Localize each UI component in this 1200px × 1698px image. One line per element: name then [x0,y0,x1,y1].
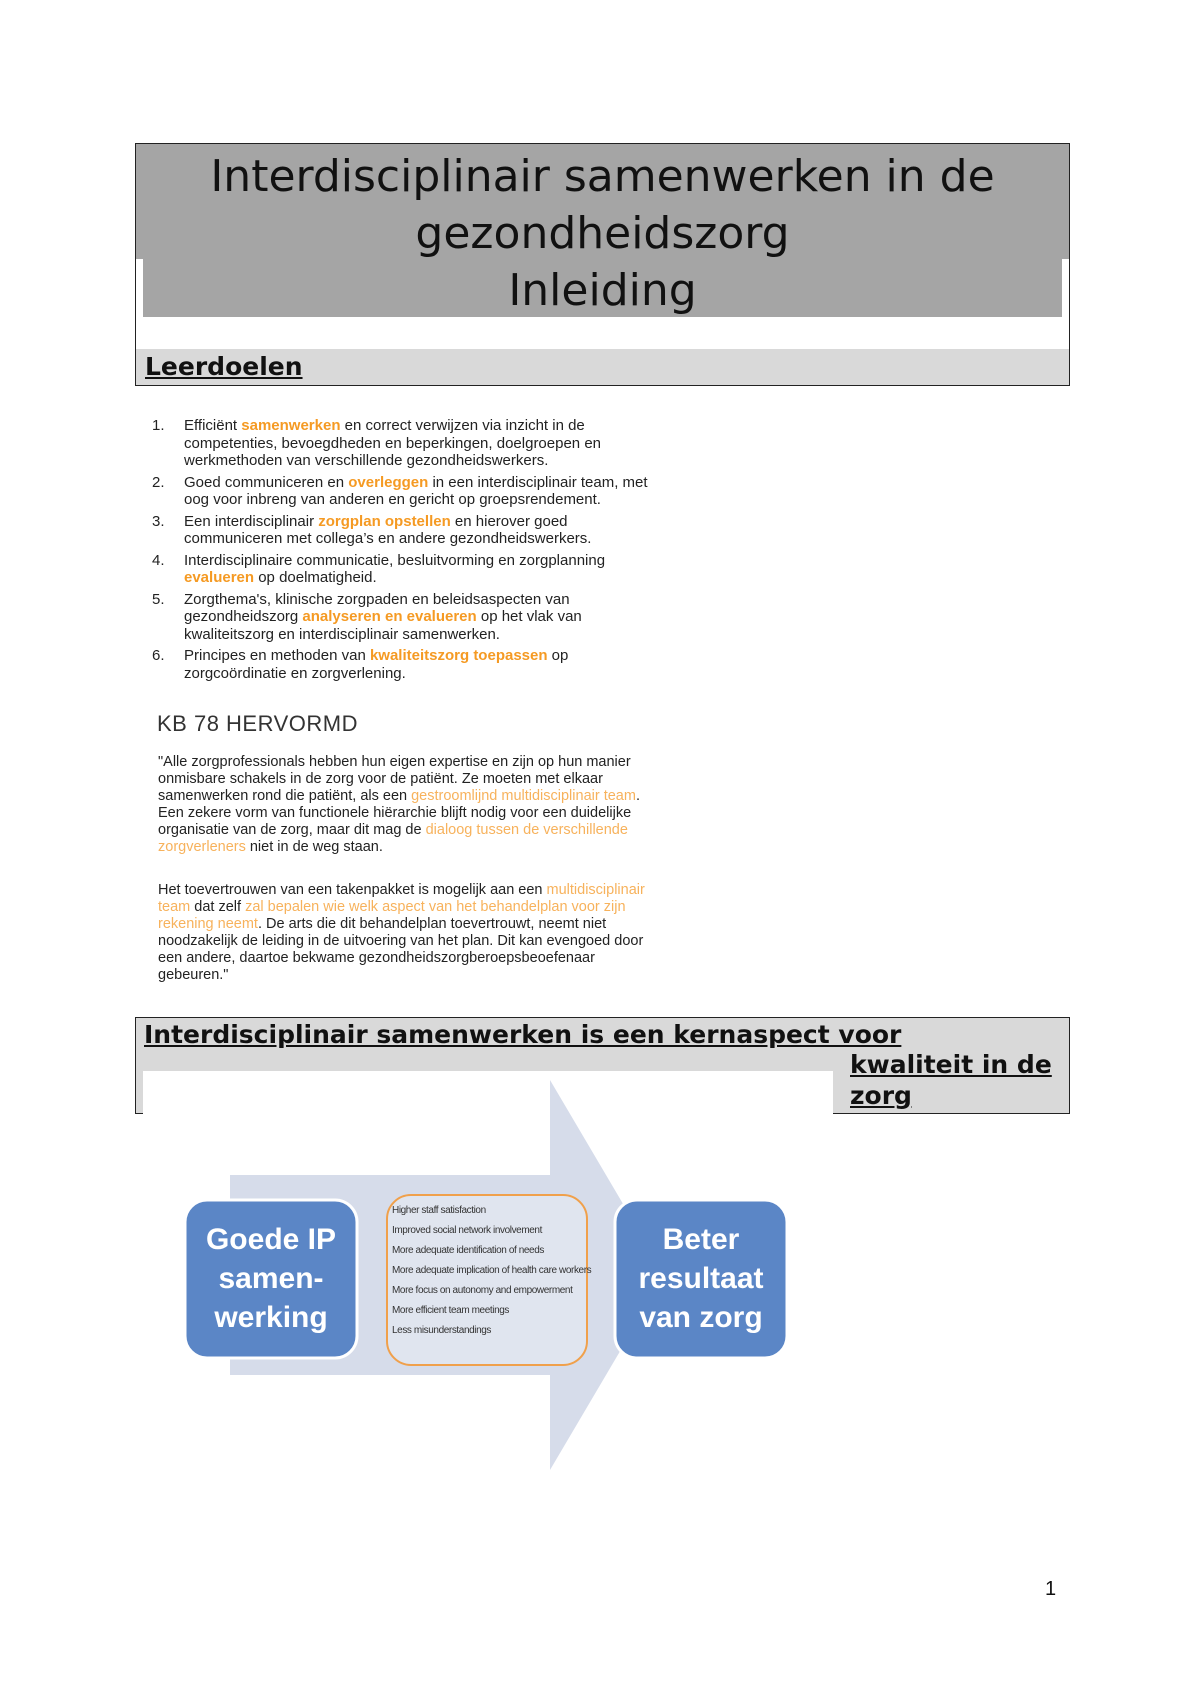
list-item [150,474,670,509]
list-item: More focus on autonomy and empowerment [392,1285,573,1296]
list-number: 4. [152,551,165,569]
list-item [150,591,670,644]
goal-text: Zorgthema's, klinische zorgpaden en beleidsaspecten van gezondheidszorg [184,590,570,625]
quote-highlight: multidisciplinair team [158,882,645,915]
list-item: Improved social network involvement [392,1225,542,1236]
left-box-line: Goede IP [205,1223,337,1256]
kernaspect-heading-line-1: Interdisciplinair samenwerken is een kernaspect voor [144,1020,902,1049]
kernaspect-heading-line-2: kwaliteit in de zorg [850,1050,1052,1110]
right-box-line: resultaat [638,1262,764,1295]
left-box-label [185,1220,357,1337]
list-number: 5. [152,590,165,608]
goal-text: Efficiënt [184,417,242,434]
list-item [150,552,670,587]
title-line-1: Interdisciplinair samenwerken in de [210,151,995,202]
list-item: Higher staff satisfaction [392,1205,486,1216]
goal-text: Goed communiceren en [184,473,349,491]
learning-goals-list [150,417,670,686]
title-line-2: gezondheidszorg [415,208,790,259]
list-item: More efficient team meetings [392,1305,510,1316]
quote-text: "Alle zorgprofessionals hebben hun eigen expertise en zijn op hun manier onmisbare schakels in de zorg voor de patiënt. Ze moeten met elkaar samenwerken rond die patiënt, als een [158,754,631,804]
list-item: Less misunderstandings [392,1325,492,1336]
goal-highlight: kwaliteitszorg toepassen [369,647,548,664]
list-item [150,417,670,470]
leerdoelen-heading: Leerdoelen [145,352,303,381]
ip-collaboration-diagram [180,1075,800,1475]
middle-outcomes-list [392,1201,592,1341]
goal-highlight: overleggen [348,473,429,491]
list-item: More adequate identification of needs [392,1245,544,1256]
quote-text: niet in de weg staan. [245,839,383,855]
goal-text: op het vlak van kwaliteitszorg en interdisciplinair samenwerken. [184,608,582,643]
goal-text: op doelmatigheid. [254,569,377,586]
goal-highlight: analyseren en evalueren [302,608,477,625]
quote-highlight: dialoog tussen de verschillende zorgverleners [158,822,628,855]
goal-text: op zorgcoördinatie en zorgverlening. [184,647,569,682]
quote-highlight: gestroomlijnd multidisciplinair team [411,788,636,804]
goal-highlight: evalueren [184,569,255,586]
goal-highlight: samenwerken [241,417,341,434]
page-title [136,148,1069,319]
list-item [150,647,670,682]
title-line-3: Inleiding [508,265,697,316]
goal-text: Principes en methoden van [184,647,370,664]
list-item: More adequate implication of health care workers [392,1265,592,1276]
right-box-line: van zorg [639,1301,763,1334]
goal-highlight: zorgplan opstellen [318,512,451,530]
left-box-line: werking [214,1301,328,1334]
kb-quote-paragraph-2 [158,882,658,984]
quote-text: dat zelf [190,899,246,915]
list-item [150,513,670,548]
list-number: 6. [152,647,165,664]
goal-text: en correct verwijzen via inzicht in de competenties, bevoegdheden en beperkingen, doelgroepen en werkmethoden van verschillende gezondheidswerkers. [184,417,601,469]
page-number: 1 [1045,1578,1057,1600]
quote-text: . De arts die dit behandelplan toevertrouwt, neemt niet noodzakelijk de leiding in de uitvoering van het plan. Dit kan evengoed door een andere, daartoe bekwame gezondheidszorgberoepsbeoefenaar gebeuren." [158,916,644,983]
quote-text: . Een zekere vorm van functionele hiërarchie blijft nodig voor een duidelijke organisatie van de zorg, maar dit mag de [158,788,640,838]
kb-title: KB 78 HERVORMD [157,711,358,736]
goal-text: in een interdisciplinair team, met oog voor inbreng van anderen en gericht op groepsrendement. [184,473,648,508]
quote-highlight: zal bepalen wie welk aspect van het behandelplan voor zijn rekening neemt [158,899,626,932]
list-number: 2. [152,473,165,491]
goal-text: Interdisciplinaire communicatie, besluitvorming en zorgplanning [184,551,606,569]
left-box-line: samen- [218,1262,324,1295]
quote-text: Het toevertrouwen van een takenpakket is mogelijk aan een [158,882,547,898]
list-number: 1. [152,417,165,434]
list-number: 3. [152,512,165,530]
right-box-label [615,1220,787,1337]
goal-text: Een interdisciplinair [184,512,319,530]
right-box-line: Beter [662,1223,740,1256]
goal-text: en hierover goed communiceren met collega’s en andere gezondheidswerkers. [184,512,592,547]
kb-quote-paragraph-1 [158,754,658,856]
